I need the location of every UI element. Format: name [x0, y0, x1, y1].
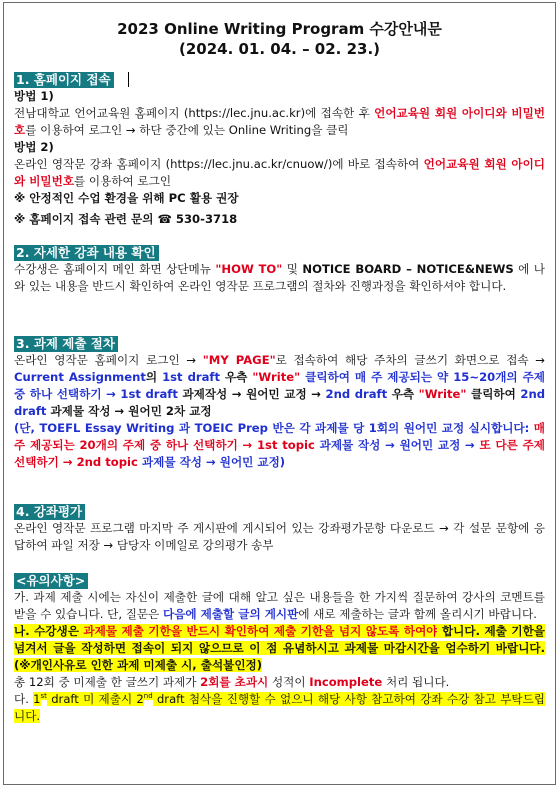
- second-draft-label-2: 2nd draft: [14, 387, 545, 418]
- incomplete-rule-a: 총 12회 중 미제출 한 글쓰기 과제가: [14, 675, 201, 689]
- section-precautions: [14, 570, 545, 725]
- course-details-text: [14, 261, 545, 295]
- draft-text-a: draft 미 제출시 2: [46, 692, 144, 706]
- first-draft-label: 1st draft: [162, 370, 220, 384]
- proc-g: 클릭하여: [466, 387, 521, 401]
- course-details-a: 수강생은 홈페이지 메인 화면 상단메뉴: [14, 262, 216, 276]
- precaution-na-b: 합니다. 제출 기한을 넘겨서 글을 작성하면 접속이 되지 않으므로 이 점 유념하시고 과제물 마감시간을 엄수하기 바랍니다. (※개인사유로 인한 과제 미제출 시, 출석불인정): [14, 624, 545, 672]
- contact-note: ※ 홈페이지 접속 관련 문의 ☎ 530-3718: [14, 212, 238, 226]
- write-label-1: "Write": [252, 370, 301, 384]
- precaution-da: [14, 691, 545, 725]
- section-course-details: [14, 242, 545, 295]
- section-homepage-access: [14, 69, 545, 228]
- method-1-text-b: 를 이용하여 로그인 → 하단 중간에 있는 Online Writing을 클릭: [25, 123, 349, 137]
- method-2-text-b: 를 이용하여 로그인: [74, 174, 172, 188]
- course-evaluation-text: 온라인 영작문 프로그램 마지막 주 게시판에 게시되어 있는 강좌평가문항 다운로드 → 각 설문 문항에 응답하여 파일 저장 → 담당자 이메일로 강의평가 송부: [14, 521, 545, 552]
- proc-b: 로 접속하여 해당 주차의 글쓰기 화면으로 접속 →: [275, 353, 546, 367]
- section-2-heading: 2. 자세한 강좌 내용 확인: [14, 245, 159, 261]
- exception-b: 과제물 작성 → 원어민 교정 →: [314, 438, 480, 452]
- section-assignment-procedure: [14, 333, 545, 471]
- method-2-text-a: 온라인 영작문 강좌 홈페이지 (https://lec.jnu.ac.kr/cnuow/)에 바로 접속하여: [14, 157, 424, 171]
- draft-2-suffix: nd: [143, 692, 153, 701]
- precaution-na-a: 나. 수강생은: [14, 624, 84, 638]
- section-1-heading: 1. 홈페이지 접속: [14, 72, 114, 88]
- second-draft-label: 2nd draft: [325, 387, 388, 401]
- method-1-text: [14, 105, 545, 139]
- precaution-na: [14, 623, 545, 674]
- proc-e: 과제작성 → 원어민 교정 →: [177, 387, 326, 401]
- document-page: [3, 2, 556, 785]
- section-course-evaluation: [14, 501, 545, 554]
- notice-board-menu: NOTICE BOARD – NOTICE&NEWS: [302, 262, 514, 276]
- precaution-ga-a: 가. 과제 제출 시에는 자신이 제출한 글에 대해 알고 싶은 내용들을 한 가지씩 질문하여 강사의 코멘트를 받을 수 있습니다. 단, 질문은: [14, 590, 545, 621]
- text-cursor: [128, 72, 129, 87]
- pc-recommendation-note: ※ 안정적인 수업 환경을 위해 PC 활용 권장: [14, 191, 239, 205]
- method-2-text: [14, 156, 545, 190]
- proc-h: 과제물 작성 → 원어민 2차 교정: [46, 404, 212, 418]
- toefl-toeic-exception: [14, 420, 545, 471]
- method-1-text-a: 전남대학교 언어교육원 홈페이지 (https://lec.jnu.ac.kr)에 접속한 후: [14, 106, 375, 120]
- deadline-warning: 과제물 제출 기한을 반드시 확인하여 제출 기한을 넘지 않도록 하여야: [83, 624, 438, 638]
- draft-text-b: draft 첨삭을 진행할 수 없으니 해당 사항 참고하여 강좌 수강 참고 부탁드립니다.: [14, 692, 545, 723]
- exception-first-topic: 매 주 제공되는 20개의 주제 중 하나 선택하기 → 1st topic: [14, 421, 545, 452]
- precaution-ga: [14, 589, 545, 623]
- course-details-b: 및: [282, 262, 303, 276]
- assignment-procedure-text: [14, 352, 545, 420]
- write-label-2: "Write": [418, 387, 467, 401]
- proc-f: 우측: [387, 387, 419, 401]
- method-2-label: 방법 2): [14, 140, 54, 154]
- precautions-heading: <유의사항>: [14, 573, 88, 589]
- incomplete-rule-c: 처리 됩니다.: [382, 675, 450, 689]
- proc-choose-topic: 클릭하여 매 주 제공되는 약 15~20개의 주제 중 하나 선택하기 → 1st draft: [14, 370, 545, 401]
- exception-c: 과제물 작성 → 원어민 교정): [137, 455, 286, 469]
- course-details-c: 에 나와 있는 내용을 반드시 확인하여 온라인 영작문 프로그램의 절차와 진행과정을 확인하셔야 합니다.: [14, 262, 545, 293]
- proc-a: 온라인 영작문 홈페이지 로그인 →: [14, 353, 203, 367]
- incomplete-rule-b: 성적이: [268, 675, 310, 689]
- draft-1-suffix: st: [40, 692, 47, 701]
- title-line-1: 2023 Online Writing Program 수강안내문: [117, 20, 442, 38]
- document-title: [14, 19, 545, 59]
- how-to-menu: "HOW TO": [215, 262, 283, 276]
- precaution-da-prefix: 다.: [14, 692, 34, 706]
- title-line-2: (2024. 01. 04. – 02. 23.): [178, 40, 381, 58]
- proc-d: 우측: [220, 370, 253, 384]
- method-2-credentials: 언어교육원 회원 아이디와 비밀번호: [14, 157, 545, 188]
- draft-1-number: 1: [33, 692, 41, 706]
- exceed-two-label: 2회를 초과시: [200, 675, 269, 689]
- method-1-credentials: 언어교육원 회원 아이디와 비밀번호: [14, 106, 546, 137]
- current-assignment-label: Current Assignment: [14, 370, 146, 384]
- section-4-heading: 4. 강좌평가: [14, 504, 85, 520]
- exception-second-topic: 또 다른 주제 선택하기 → 2nd topic: [14, 438, 545, 469]
- incomplete-label: Incomplete: [309, 675, 383, 689]
- proc-c: 의: [145, 370, 163, 384]
- section-3-heading: 3. 과제 제출 절차: [14, 336, 118, 352]
- precaution-ga-b: 에 새로 제출하는 글과 함께 올리시기 바랍니다.: [298, 607, 537, 621]
- method-1-label: 방법 1): [14, 89, 54, 103]
- exception-a: (단, TOEFL Essay Writing 과 TOEIC Prep 반은 각 과제물 당 1회의 원어민 교정 실시합니다:: [14, 421, 534, 435]
- my-page-label: "MY PAGE": [202, 353, 276, 367]
- incomplete-rule: [14, 674, 545, 691]
- next-board-label: 다음에 제출할 글의 게시판: [163, 607, 299, 621]
